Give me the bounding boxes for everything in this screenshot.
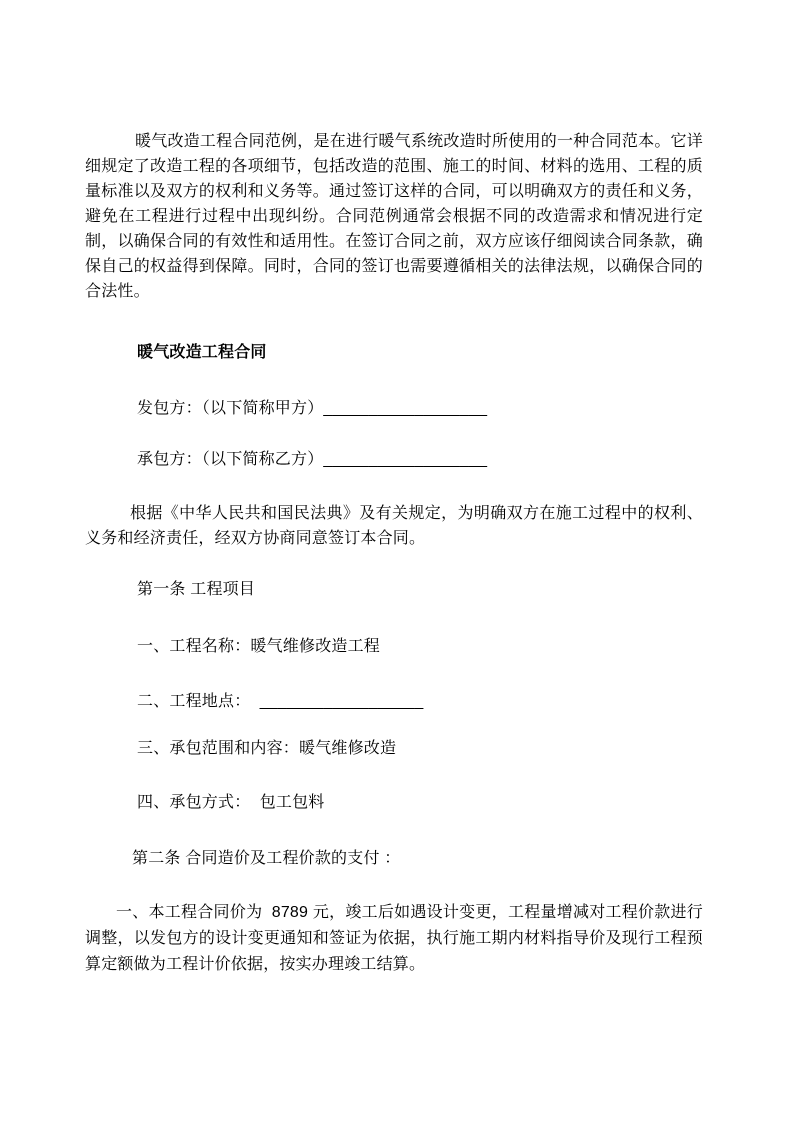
party-a-line: 发包方：（以下简称甲方）__________________ bbox=[137, 400, 488, 417]
party-b-line: 承包方：（以下简称乙方）__________________ bbox=[137, 451, 488, 468]
clause-1-item-2-project-location: 二、工程地点： __________________ bbox=[137, 693, 424, 710]
contract-title: 暖气改造工程合同 bbox=[137, 344, 267, 361]
payment-paragraph: 一、本工程合同价为 8789 元，竣工后如遇设计变更，工程量增减对工程价款进行调整，以发包方的设计变更通知和签证为依据，执行施工期内材料指导价及现行工程预算定额做为工程计价依据，按实办理竣工结算。 bbox=[85, 904, 703, 973]
intro-paragraph: 暖气改造工程合同范例，是在进行暖气系统改造时所使用的一种合同范本。它详细规定了改造工程的各项细节，包括改造的范围、施工的时间、材料的选用、工程的质量标准以及双方的权利和义务等。通过签订这样的合同，可以明确双方的责任和义务，避免在工程进行过程中出现纠纷。合同范例通常会根据不同的改造需求和情况进行定制，以确保合同的有效性和适用性。在签订合同之前，双方应该仔细阅读合同条款，确保自己的权益得到保障。同时，合同的签订也需要遵循相关的法律法规，以确保合同的合法性。 bbox=[85, 133, 703, 300]
clause-1-heading: 第一条 工程项目 bbox=[137, 581, 256, 598]
clause-1-item-1-project-name: 一、工程名称：暖气维修改造工程 bbox=[137, 638, 381, 655]
legal-basis-paragraph: 根据《中华人民共和国民法典》及有关规定，为明确双方在施工过程中的权利、义务和经济责任，经双方协商同意签订本合同。 bbox=[85, 505, 703, 547]
clause-2-heading: 第二条 合同造价及工程价款的支付 ： bbox=[132, 850, 401, 867]
clause-1-item-3-contract-scope: 三、承包范围和内容：暖气维修改造 bbox=[137, 740, 397, 757]
clause-1-item-4-contract-method: 四、承包方式： 包工包料 bbox=[137, 794, 325, 811]
